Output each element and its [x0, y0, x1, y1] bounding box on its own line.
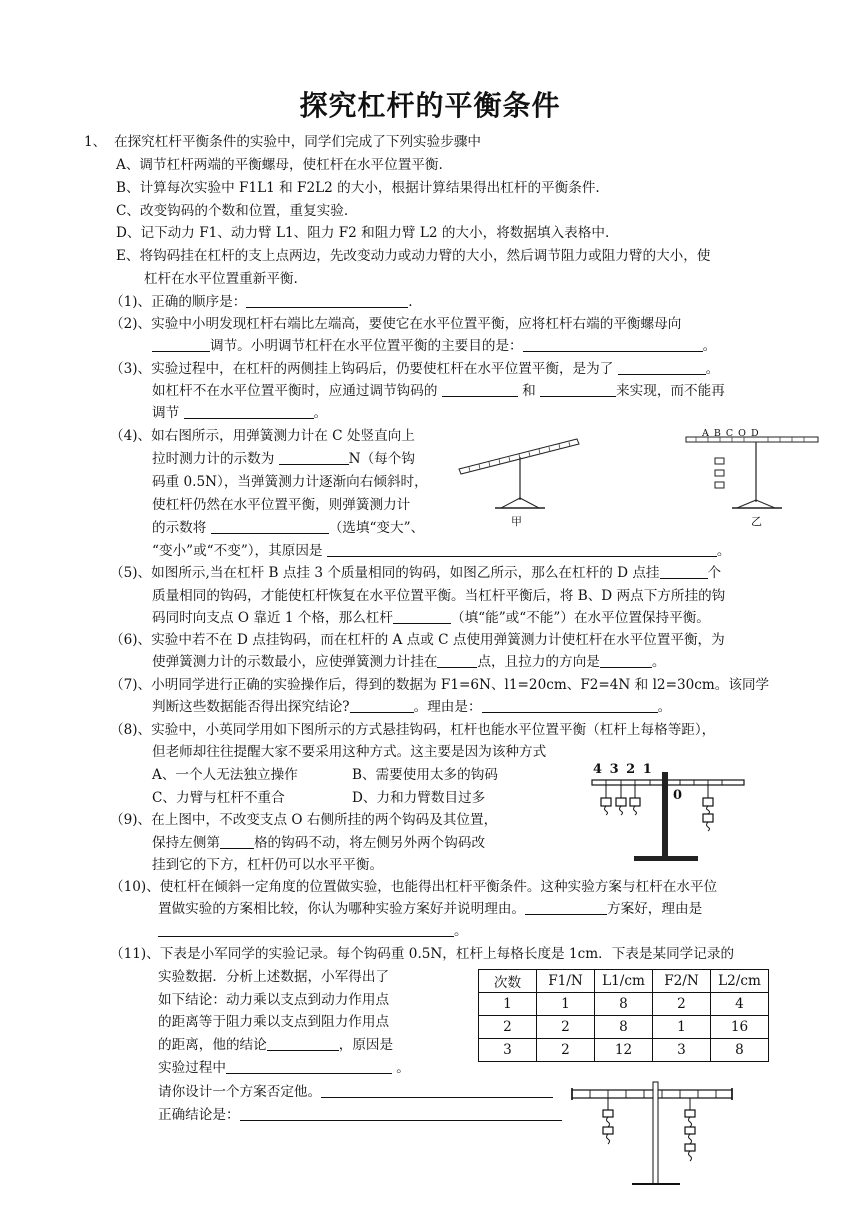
question-number: 1、 — [84, 134, 107, 150]
figure-yi-scale-labels: A B C O D — [702, 428, 759, 439]
sub5-text: 码同时向支点 O 靠近 1 个格，那么杠杆 — [152, 610, 393, 626]
table-header: F2/N — [653, 970, 711, 993]
sub10-end: 。 — [454, 923, 468, 939]
sub11-end: 。 — [396, 1060, 410, 1076]
answer-blank[interactable] — [220, 834, 254, 849]
sub5-line1 — [110, 561, 721, 581]
figure-jia-label: 甲 — [511, 515, 522, 528]
sub3-text: 来实现，而不能再 — [616, 383, 725, 399]
table-cell: 2 — [537, 1039, 595, 1062]
table-header-row — [479, 970, 769, 993]
sub11-line5 — [158, 1033, 393, 1053]
answer-blank[interactable] — [226, 1059, 392, 1074]
sub10-line1: （10)、使杠杆在倾斜一定角度的位置做实验，也能得出杠杆平衡条件。这种实验方案与杠杆在水平位 — [110, 879, 718, 895]
step-e-line2: 杠杆在水平位置重新平衡. — [144, 271, 298, 287]
sub8-line1: （8)、实验中，小英同学用如下图所示的方式悬挂钩码，杠杆也能水平位置平衡（杠杆上每格等距）， — [110, 722, 716, 738]
answer-blank[interactable] — [327, 542, 717, 557]
table-row — [479, 1039, 769, 1062]
sub3-line1 — [110, 357, 719, 377]
sub11-text: ，原因是 — [338, 1037, 394, 1053]
sub4-text: 拉时测力计的示数为 — [152, 451, 275, 467]
table-cell: 8 — [711, 1039, 769, 1062]
answer-blank[interactable] — [279, 450, 349, 465]
answer-blank[interactable] — [246, 293, 408, 308]
sub8-line2: 但老师却往往提醒大家不要采用这种方式。这主要是因为该种方式 — [152, 744, 547, 760]
sub6-line2 — [152, 650, 665, 670]
sub4-line3: 码重 0.5N），当弹簧测力计逐渐向右倾斜时， — [152, 474, 428, 490]
sub2-line1: （2)、实验中小明发现杠杆右端比左端高，要使它在水平位置平衡，应将杠杆右端的平衡螺母向 — [110, 316, 682, 332]
answer-blank[interactable] — [482, 698, 658, 713]
sub11-line2: 实验数据．分析上述数据，小军得出了 — [158, 969, 390, 985]
sub10-line3 — [158, 919, 468, 939]
answer-blank[interactable] — [442, 382, 518, 397]
table-row — [479, 993, 769, 1016]
answer-blank[interactable] — [525, 900, 607, 915]
sub3-text: 如杠杆不在水平位置平衡时，应通过调节钩码的 — [152, 383, 438, 399]
table-cell: 4 — [711, 993, 769, 1016]
sub11-line3: 如下结论：动力乘以支点到动力作用点 — [158, 992, 390, 1008]
answer-blank[interactable] — [321, 1083, 553, 1098]
sub10-text: 方案好，理由是 — [607, 901, 703, 917]
table-cell: 1 — [479, 993, 537, 1016]
table-cell: 3 — [479, 1039, 537, 1062]
sub4-line6 — [152, 539, 730, 559]
scale-number: 3 — [609, 762, 619, 777]
sub9-text: 保持左侧第 — [152, 835, 220, 851]
sub9-line1: （9)、在上图中，不改变支点 O 右侧所挂的两个钩码及其位置， — [110, 812, 498, 828]
sub4-line5 — [152, 516, 424, 536]
sub9-line2 — [152, 831, 485, 851]
answer-blank[interactable] — [660, 564, 708, 579]
sub11-line7 — [158, 1080, 553, 1100]
scale-number: 1 — [642, 762, 652, 777]
sub4-end: 。 — [716, 543, 731, 559]
sub9-text: 格的钩码不动，将左侧另外两个钩码改 — [253, 835, 486, 851]
table-cell: 12 — [595, 1039, 653, 1062]
sub1-text: （1)、正确的顺序是： — [110, 294, 247, 310]
sub5-line3 — [152, 606, 710, 626]
sub3-line3 — [152, 401, 327, 421]
sub3-text: （3)、实验过程中，在杠杆的两侧挂上钩码后，仍要使杠杆在水平位置平衡，是为了 — [110, 361, 614, 377]
figure-yi-lever — [682, 428, 822, 518]
sub11-line8 — [158, 1103, 562, 1123]
step-e-line1: E、将钩码挂在杠杆的支上点两边，先改变动力或动力臂的大小，然后调节阻力或阻力臂的大小，使 — [116, 248, 711, 264]
sub7-text: 。理由是： — [413, 699, 482, 715]
table-row — [479, 1016, 769, 1039]
table-cell: 8 — [595, 1016, 653, 1039]
sub11-text: 的距离，他的结论 — [158, 1037, 267, 1053]
sub4-text: “变小”或“不变”），其原因是 — [152, 543, 323, 559]
answer-blank[interactable] — [158, 922, 454, 937]
sub5-text: 个 — [707, 565, 722, 581]
sub6-text: 使弹簧测力计的示数最小，应使弹簧测力计挂在 — [152, 654, 438, 670]
step-b: B、计算每次实验中 F1L1 和 F2L2 的大小，根据计算结果得出杠杆的平衡条件. — [116, 180, 600, 196]
sub4-text: N（每个钩 — [348, 451, 415, 467]
sub11-text: 请你设计一个方案否定他。 — [158, 1084, 322, 1100]
sub7-line2 — [152, 695, 671, 715]
answer-blank[interactable] — [211, 519, 329, 534]
answer-blank[interactable] — [393, 609, 451, 624]
sub11-line4: 的距离等于阻力乘以支点到阻力作用点 — [158, 1014, 390, 1030]
sub6-line1: （6)、实验中若不在 D 点挂钩码，而在杠杆的 A 点或 C 点使用弹簧测力计使杠杆在水平位置平衡，为 — [110, 632, 725, 648]
sub-question-1 — [110, 290, 413, 310]
sub11-text: 实验过程中 — [158, 1060, 226, 1076]
step-a: A、调节杠杆两端的平衡螺母，使杠杆在水平位置平衡. — [116, 157, 443, 173]
sub4-line1: （4)、如右图所示，用弹簧测力计在 C 处竖直向上 — [110, 428, 415, 444]
sub10-line2 — [158, 897, 702, 917]
sub5-line2: 质量相同的钩码，才能使杠杆恢复在水平位置平衡。当杠杆平衡后，将 B、D 两点下方所挂的钩 — [152, 588, 726, 604]
sub1-end: . — [408, 294, 413, 310]
answer-blank[interactable] — [540, 382, 616, 397]
sub11-text: 正确结论是： — [158, 1107, 240, 1123]
sub5-text: （5)、如图所示,当在杠杆 B 点挂 3 个质量相同的钩码，如图乙所示，那么在杠杆的 D 点挂 — [110, 565, 660, 581]
page-title: 探究杠杆的平衡条件 — [299, 89, 561, 122]
sub6-text: 点，且拉力的方向是 — [477, 654, 600, 670]
sub10-text: 置做实验的方案相比较，你认为哪种实验方案好并说明理由。 — [158, 901, 526, 917]
scale-number: 4 — [593, 762, 603, 777]
sub11-line6 — [158, 1056, 410, 1076]
figure-bottom-lever — [568, 1080, 736, 1190]
answer-blank[interactable] — [600, 653, 652, 668]
sub7-line1: （7)、小明同学进行正确的实验操作后，得到的数据为 F1=6N、l1=20cm、F2=4N 和 l2=30cm。该同学 — [110, 677, 770, 693]
option-c: C、力臂与杠杆不重合 — [152, 790, 285, 806]
sub2-end: 。 — [702, 338, 717, 354]
option-b: B、需要使用太多的钩码 — [352, 767, 498, 783]
sub4-line4: 使杠杆仍然在水平位置平衡，则弹簧测力计 — [152, 497, 411, 513]
answer-blank[interactable] — [618, 360, 706, 375]
sub4-text: （选填“变大”、 — [328, 520, 425, 536]
sub7-end: 。 — [657, 699, 672, 715]
sub4-line2 — [152, 447, 415, 467]
table-cell: 2 — [653, 993, 711, 1016]
figure-lever-hooks — [588, 770, 748, 866]
table-cell: 1 — [653, 1016, 711, 1039]
answer-blank[interactable] — [184, 404, 314, 419]
lever-scale-numbers — [593, 762, 652, 777]
table-cell: 8 — [595, 993, 653, 1016]
answer-blank[interactable] — [523, 337, 703, 352]
step-c: C、改变钩码的个数和位置，重复实验. — [116, 203, 349, 219]
sub7-text: 判断这些数据能否得出探究结论? — [152, 699, 350, 715]
sub9-line3: 挂到它的下方，杠杆仍可以水平平衡。 — [152, 857, 384, 873]
sub11-line1: （11)、下表是小军同学的实验记录。每个钩码重 0.5N，杠杆上每格长度是 1cm．下表是某同学记录的 — [110, 946, 735, 962]
fulcrum-label: 0 — [673, 788, 683, 803]
table-header: F1/N — [537, 970, 595, 993]
table-cell: 1 — [537, 993, 595, 1016]
sub3-text: 调节 — [152, 405, 180, 421]
table-cell: 3 — [653, 1039, 711, 1062]
answer-blank[interactable] — [350, 698, 414, 713]
scale-number: 2 — [626, 762, 636, 777]
step-d: D、记下动力 F1、动力臂 L1、阻力 F2 和阻力臂 L2 的大小，将数据填入表格中. — [116, 225, 610, 241]
table-header: L2/cm — [711, 970, 769, 993]
option-a: A、一个人无法独立操作 — [152, 767, 298, 783]
table-cell: 2 — [479, 1016, 537, 1039]
answer-blank[interactable] — [267, 1036, 339, 1051]
answer-blank[interactable] — [437, 653, 477, 668]
question-stem: 在探究杠杆平衡条件的实验中，同学们完成了下列实验步骤中 — [114, 134, 482, 150]
sub3-end: 。 — [705, 361, 720, 377]
sub4-text: 的示数将 — [152, 520, 207, 536]
sub5-text: （填“能”或“不能”）在水平位置保持平衡。 — [450, 610, 710, 626]
sub3-end: 。 — [313, 405, 328, 421]
table-header: L1/cm — [595, 970, 653, 993]
sub2-text: 调节。小明调节杠杆在水平位置平衡的主要目的是： — [210, 338, 523, 354]
figure-yi-label: 乙 — [751, 515, 762, 528]
table-cell: 16 — [711, 1016, 769, 1039]
experiment-table — [478, 969, 769, 1062]
sub2-line2 — [152, 334, 716, 354]
sub6-end: 。 — [651, 654, 666, 670]
answer-blank[interactable] — [152, 337, 210, 352]
sub3-line2 — [152, 379, 725, 399]
sub3-and: 和 — [522, 383, 536, 399]
option-d: D、力和力臂数目过多 — [352, 790, 486, 806]
table-cell: 2 — [537, 1016, 595, 1039]
table-header: 次数 — [479, 970, 537, 993]
answer-blank[interactable] — [240, 1106, 562, 1121]
